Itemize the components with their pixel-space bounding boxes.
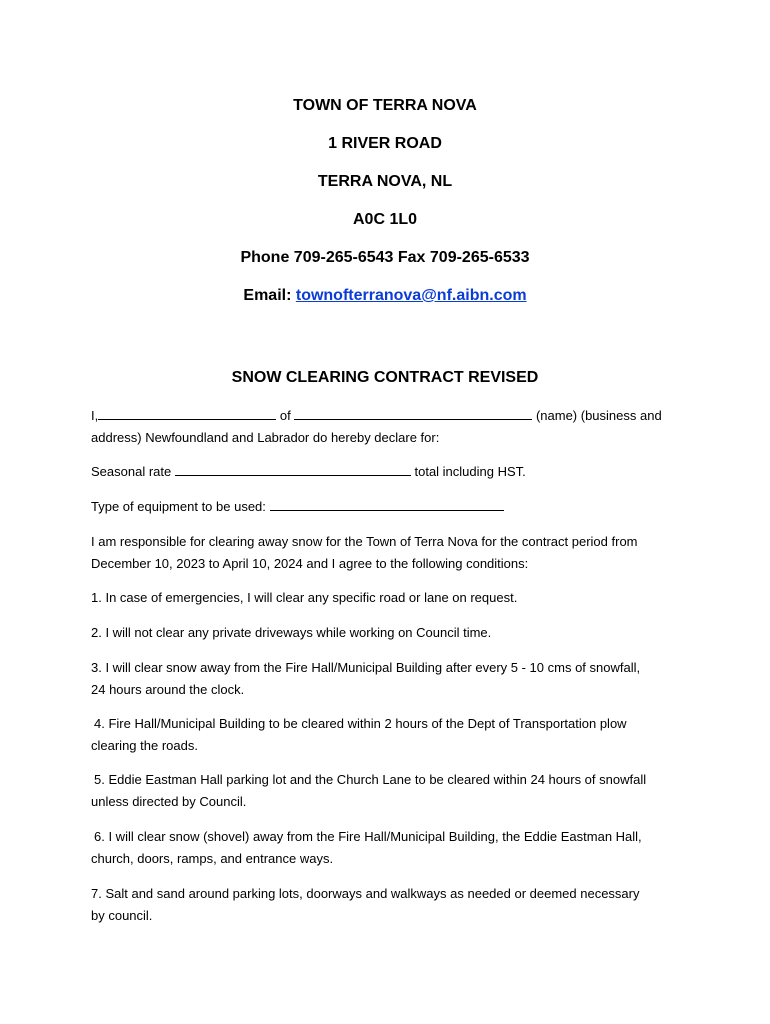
condition-item [91,826,694,870]
email-line [0,284,770,322]
business-address-blank[interactable] [294,407,532,420]
declaration-prefix: I, [91,408,99,423]
condition-line-2: unless directed by Council. [91,794,247,809]
condition-item [91,769,694,813]
seasonal-rate-label: Seasonal rate [91,464,172,479]
condition-line-2: church, doors, ramps, and entrance ways. [91,851,334,866]
seasonal-rate-line [91,461,691,483]
condition-item [91,657,691,701]
letterhead [0,94,770,322]
seasonal-rate-suffix: total including HST. [414,464,526,479]
declaration-line-1 [91,405,691,427]
equipment-line [91,496,691,518]
condition-line-1: 4. Fire Hall/Municipal Building to be cleared within 2 hours of the Dept of Transportation plow [94,716,627,731]
equipment-blank[interactable] [270,498,504,511]
seasonal-rate-blank[interactable] [175,463,411,476]
condition-line-1: 1. In case of emergencies, I will clear any specific road or lane on request. [91,590,518,605]
condition-line-1: 2. I will not clear any private driveways while working on Council time. [91,625,492,640]
condition-item [91,622,691,644]
responsibility-paragraph [91,531,691,575]
address-line: 1 RIVER ROAD [328,135,442,152]
declaration-of: of [279,408,291,423]
declaration-suffix: (name) (business and [535,408,662,423]
city-line: TERRA NOVA, NL [317,173,453,190]
responsibility-line-2: December 10, 2023 to April 10, 2024 and I agree to the following conditions: [91,556,529,571]
condition-line-1: 7. Salt and sand around parking lots, doorways and walkways as needed or deemed necessary [91,886,640,901]
contract-title: SNOW CLEARING CONTRACT REVISED [231,369,539,386]
condition-item [91,713,694,757]
condition-line-1: 5. Eddie Eastman Hall parking lot and the Church Lane to be cleared within 24 hours of snowfall [94,772,647,787]
org-name: TOWN OF TERRA NOVA [293,97,477,114]
declaration-paragraph [91,405,691,449]
condition-line-2: 24 hours around the clock. [91,682,245,697]
condition-item [91,883,691,927]
condition-line-2: by council. [91,908,153,923]
postal-code: A0C 1L0 [352,211,418,228]
declaration-line-2: address) Newfoundland and Labrador do hereby declare for: [91,430,440,445]
condition-line-1: 6. I will clear snow (shovel) away from the Fire Hall/Municipal Building, the Eddie Eastman Hall, [94,829,642,844]
responsibility-line-1: I am responsible for clearing away snow for the Town of Terra Nova for the contract period from [91,534,638,549]
condition-line-2: clearing the roads. [91,738,198,753]
phone-fax-line: Phone 709-265-6543 Fax 709-265-6533 [240,249,530,266]
name-blank[interactable] [98,407,276,420]
condition-line-1: 3. I will clear snow away from the Fire Hall/Municipal Building after every 5 - 10 cms of snowfall, [91,660,641,675]
email-label: Email: [243,287,292,304]
condition-item [91,587,691,609]
email-link[interactable]: townofterranova@nf.aibn.com [295,287,527,304]
equipment-label: Type of equipment to be used: [91,499,266,514]
